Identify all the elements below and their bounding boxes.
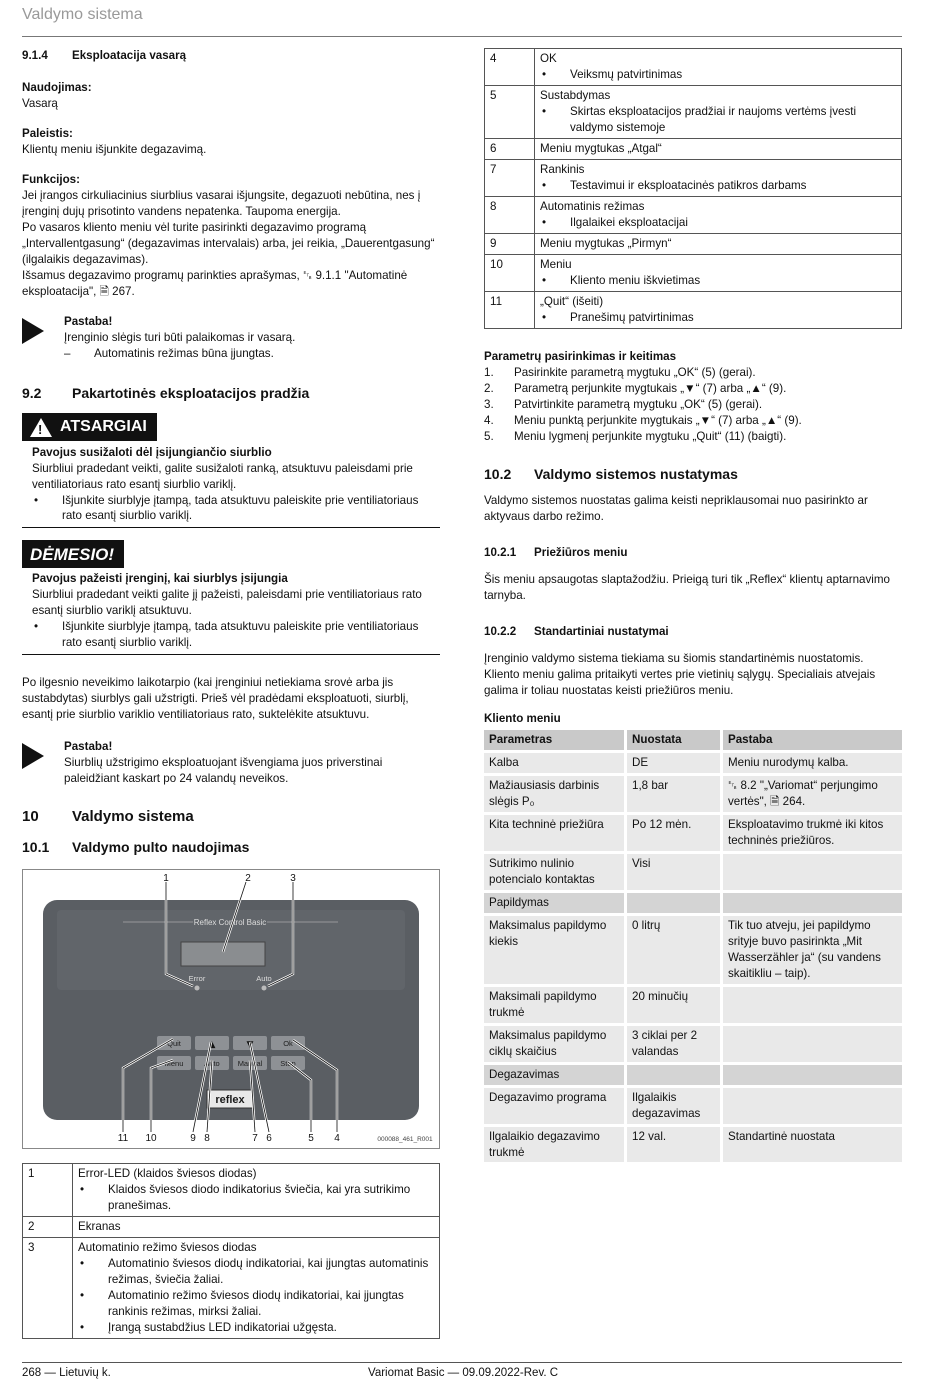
step-text: Parametrą perjunkite mygtukais „▼“ (7) arba „▲“ (9).	[514, 381, 787, 395]
page-footer	[22, 1362, 902, 1379]
bullet-marker: •	[34, 620, 39, 634]
caution-badge	[22, 413, 157, 441]
error-label: Error	[188, 974, 206, 984]
callout-number: 2	[245, 873, 251, 885]
table-row	[484, 815, 902, 851]
legend-title: Rankinis	[540, 162, 585, 176]
menu-label: Menu	[164, 1059, 184, 1069]
bullet-marker: •	[34, 493, 39, 507]
legend-title: OK	[540, 52, 557, 65]
legend-number: 11	[485, 291, 535, 328]
header-title: Valdymo sistema	[22, 6, 143, 23]
list-item	[32, 619, 440, 651]
legend-title: Meniu mygtukas „Atgal“	[540, 141, 662, 155]
table-row	[484, 1088, 902, 1124]
bullet-marker: •	[542, 310, 547, 324]
table-cell: 3 ciklai per 2 valandas	[627, 1026, 720, 1062]
column-header: Parametras	[484, 730, 624, 750]
start-text: Klientų meniu išjunkite degazavimą.	[22, 142, 207, 156]
warning-icon: !	[30, 418, 52, 437]
legend-row	[23, 1164, 440, 1217]
table-cell: Papildymas	[484, 893, 624, 913]
step-text: Meniu lygmenį perjunkite mygtuku „Quit“ (11) (baigti).	[514, 429, 787, 443]
bullet-marker: •	[542, 178, 547, 192]
table-cell: Degazavimas	[484, 1065, 624, 1085]
table-cell: Visi	[627, 854, 720, 890]
stop-label: Stop	[280, 1059, 296, 1069]
section-10-1-heading	[22, 838, 440, 857]
panel-label: Reflex Control Basic	[193, 918, 267, 928]
step-number: 2.	[484, 381, 494, 395]
legend-row	[485, 291, 902, 328]
list-item	[64, 346, 440, 362]
section-text: Šis meniu apsaugotas slaptažodžiu. Prieigą turi tik „Reflex“ klientų aptarnavimo tarnyba.	[484, 572, 890, 602]
table-cell: Maksimalus papildymo kiekis	[484, 916, 624, 984]
legend-description	[535, 138, 902, 159]
legend-description	[73, 1164, 440, 1217]
legend-number: 10	[485, 254, 535, 291]
attention-badge	[22, 540, 124, 568]
legend-description	[73, 1238, 440, 1339]
table-group-row	[484, 893, 902, 913]
note-box	[22, 739, 440, 787]
attention-badge-label: DĖMESIO!	[30, 544, 115, 564]
note-title: Pastaba!	[64, 314, 113, 328]
table-cell: DE	[627, 753, 720, 773]
section-10-2-heading	[484, 465, 902, 484]
bullet-marker: •	[542, 273, 547, 287]
table-cell: Maksimali papildymo trukmė	[484, 987, 624, 1023]
table-cell: Kita techninė priežiūra	[484, 815, 624, 851]
section-9-2-heading	[22, 384, 440, 403]
list-item	[540, 310, 896, 326]
list-item	[484, 381, 902, 397]
table-cell: Mažiausiasis darbinis slėgis P₀	[484, 776, 624, 812]
control-panel-figure	[22, 869, 440, 1149]
legend-item: Automatinio šviesos diodų indikatoriai, kai įjungtas automatinis režimas, šviečia žaliai.	[108, 1257, 429, 1287]
section-number: 10.2.2	[484, 624, 517, 638]
legend-number: 8	[485, 196, 535, 233]
section-number: 10.2	[484, 465, 512, 482]
attention-title: Pavojus pažeisti įrenginį, kai siurblys įsijungia	[32, 572, 288, 586]
caution-item: Išjunkite siurblyje įtampą, tada atsuktuvu paleiskite prie ventiliatoriaus rato esantį siurblio variklį.	[62, 493, 419, 523]
legend-row	[23, 1238, 440, 1339]
table-cell: Ilgalaikio degazavimo trukmė	[484, 1127, 624, 1163]
functions-paragraph: Jei įrangos cirkuliacinius siurblius vasarai išjungsite, degazuoti nebūtina, nes į įrenginį dujų prisotinto vandens nepatenka. Taupoma energija.	[22, 188, 421, 218]
legend-item: Įrangą sustabdžius LED indikatoriai užgęsta.	[108, 1321, 337, 1335]
functions-paragraph: Po vasaros kliento meniu vėl turite pasirinkti degazavimo programą „Intervallentgasung“ (degazavimas intervalais) arba, jei reikia, „Dauerentgasung“ (ilgalaikis degazavimas).	[22, 220, 435, 266]
step-number: 1.	[484, 365, 494, 379]
list-item	[78, 1256, 434, 1288]
table-cell: 1,8 bar	[627, 776, 720, 812]
table-cell: Degazavimo programa	[484, 1088, 624, 1124]
legend-row	[485, 196, 902, 233]
table-cell	[627, 893, 720, 913]
legend-number: 9	[485, 233, 535, 254]
callout-number: 11	[117, 1133, 129, 1145]
list-item	[484, 429, 902, 445]
right-column	[484, 48, 902, 1165]
legend-number: 3	[23, 1238, 73, 1339]
dash-marker: –	[64, 346, 71, 360]
page-number: 268 — Lietuvių k.	[22, 1367, 111, 1379]
table-cell: 20 minučių	[627, 987, 720, 1023]
table-cell: Standartinė nuostata	[723, 1127, 902, 1163]
legend-description	[535, 291, 902, 328]
caution-text: Siurbliui pradedant veikti, galite susižaloti ranką, atsuktuvu paleisdami prie ventiliatoriaus rato esantį siurblio variklį.	[32, 461, 413, 491]
list-item	[484, 365, 902, 381]
legend-row	[485, 159, 902, 196]
table-cell	[723, 1065, 902, 1085]
bullet-marker: •	[80, 1183, 85, 1197]
step-number: 4.	[484, 413, 494, 427]
legend-title: Meniu	[540, 257, 572, 271]
down-arrow-icon: ▼	[246, 1040, 254, 1051]
restart-paragraph: Po ilgesnio neveikimo laikotarpio (kai įrenginiui netiekiama srovė arba jis sustabdytas) siurblys gali užstrigti. Prieš vėl pradėdami eksploatuoti, siurblį, esantį prie siurblio variklio ventiliatoriaus rato, suktelėkite atsuktuvu.	[22, 676, 409, 722]
table-cell: Sutrikimo nulinio potencialo kontaktas	[484, 854, 624, 890]
step-number: 3.	[484, 397, 494, 411]
legend-table-right	[484, 48, 902, 329]
callout-number: 3	[290, 873, 296, 885]
legend-row	[485, 233, 902, 254]
manual-label: Manual	[237, 1059, 263, 1069]
legend-number: 2	[23, 1217, 73, 1238]
callout-number: 5	[308, 1133, 314, 1145]
note-title: Pastaba!	[64, 740, 113, 754]
legend-number: 4	[485, 49, 535, 86]
section-10-2-2-heading	[484, 624, 902, 640]
callout-number: 4	[334, 1133, 340, 1145]
display-screen	[181, 942, 265, 966]
table-cell: 0 litrų	[627, 916, 720, 984]
functions-label: Funkcijos:	[22, 172, 80, 186]
table-cell: Ilgalaikis degazavimas	[627, 1088, 720, 1124]
list-item	[540, 67, 896, 83]
legend-number: 1	[23, 1164, 73, 1217]
step-text: Patvirtinkite parametrą mygtuku „OK“ (5) (gerai).	[514, 397, 763, 411]
section-title: Eksploatacija vasarą	[72, 49, 187, 62]
table-header-row	[484, 730, 902, 750]
section-number: 9.1.4	[22, 49, 48, 62]
section-10-heading	[22, 807, 440, 828]
section-title: Priežiūros meniu	[534, 545, 628, 559]
section-title: Valdymo sistema	[72, 808, 194, 826]
legend-description	[535, 233, 902, 254]
callout-number: 10	[145, 1133, 157, 1145]
table-cell: 12 val.	[627, 1127, 720, 1163]
legend-number: 7	[485, 159, 535, 196]
step-text: Pasirinkite parametrą mygtuku „OK“ (5) (gerai).	[514, 365, 756, 379]
attention-box	[22, 540, 440, 655]
table-group-row	[484, 1065, 902, 1085]
auto-led	[262, 986, 267, 991]
legend-title: „Quit“ (išeiti)	[540, 294, 604, 308]
section-number: 10.1	[22, 838, 50, 855]
legend-title: Error-LED (klaidos šviesos diodas)	[78, 1167, 257, 1181]
callout-number: 1	[163, 873, 169, 885]
step-text: Meniu punktą perjunkite mygtukais „▼“ (7) arba „▲“ (9).	[514, 413, 802, 427]
list-item	[32, 493, 440, 525]
note-text: Siurblių užstrigimo eksploatuojant išvengiama juos priverstinai paleidžiant kaskart po 24 valandų neveikos.	[64, 756, 383, 786]
legend-row	[485, 138, 902, 159]
table-row	[484, 854, 902, 890]
ok-label: Ok	[283, 1039, 293, 1049]
section-text: Įrenginio valdymo sistema tiekiama su šiomis standartinėmis nuostatomis. Kliento meniu galima pritaikyti vertes prie vietinių sąlygų. Specialiais atvejais galima ir toliau nuostatas keisti priežiūros meniu.	[484, 651, 876, 697]
legend-description	[73, 1217, 440, 1238]
legend-item: Veiksmų patvirtinimas	[570, 67, 683, 81]
attention-item: Išjunkite siurblyje įtampą, tada atsuktuvu paleiskite prie ventiliatoriaus rato esantį siurblio variklį.	[62, 620, 419, 650]
use-text: Vasarą	[22, 96, 58, 110]
auto-led-label: Auto	[256, 974, 272, 984]
section-title: Valdymo sistemos nustatymas	[534, 465, 738, 482]
section-number: 9.2	[22, 384, 42, 401]
list-item	[540, 104, 896, 136]
bullet-marker: •	[80, 1321, 85, 1335]
section-10-2-1-heading	[484, 545, 902, 561]
list-item	[78, 1320, 434, 1336]
functions-paragraph: Išsamus degazavimo programų parinkties aprašymas, ␗ 9.1.1 "Automatinė eksploatacija", 🗎 267.	[22, 268, 408, 298]
legend-row	[23, 1217, 440, 1238]
callout-number: 7	[252, 1133, 258, 1145]
column-header: Pastaba	[723, 730, 902, 750]
attention-text: Siurbliui pradedant veikti galite jį pažeisti, paleisdami prie ventiliatoriaus rato esantį siurblio variklį atsuktuvu.	[32, 588, 422, 618]
use-label: Naudojimas:	[22, 80, 92, 94]
table-row	[484, 753, 902, 773]
list-item	[540, 215, 896, 231]
list-item	[78, 1182, 434, 1214]
legend-title: Sustabdymas	[540, 88, 611, 102]
legend-row	[485, 85, 902, 138]
bullet-marker: •	[542, 104, 547, 118]
caution-title: Pavojus susižaloti dėl įsijungiančio siurblio	[32, 445, 272, 459]
step-number: 5.	[484, 429, 494, 443]
legend-title: Meniu mygtukas „Pirmyn“	[540, 236, 672, 250]
callout-number: 9	[190, 1133, 196, 1145]
note-item: Automatinis režimas būna įjungtas.	[94, 346, 274, 360]
left-column	[22, 48, 440, 1339]
legend-number: 6	[485, 138, 535, 159]
caution-badge-label: ATSARGIAI	[60, 418, 147, 436]
section-number: 10	[22, 808, 39, 826]
table-cell: Kalba	[484, 753, 624, 773]
table-cell: ␗ 8.2 "„Variomat“ perjungimo vertės", 🗎 264.	[723, 776, 902, 812]
table-row	[484, 1026, 902, 1062]
client-menu-title: Kliento meniu	[484, 711, 561, 725]
legend-title: Automatinis režimas	[540, 199, 645, 213]
auto-label: Auto	[204, 1059, 220, 1069]
table-cell	[627, 1065, 720, 1085]
list-item	[540, 178, 896, 194]
legend-item: Ilgalaikei eksploatacijai	[570, 215, 688, 229]
table-cell: Tik tuo atveju, jei papildymo srityje buvo pasirinkta „Mit Wasserzähler ja“ (su vandens skaitikliu – taip).	[723, 916, 902, 984]
table-row	[484, 776, 902, 812]
table-row	[484, 987, 902, 1023]
bullet-marker: •	[80, 1289, 85, 1303]
legend-item: Pranešimų patvirtinimas	[570, 310, 694, 324]
quit-label: Quit	[167, 1039, 181, 1049]
error-led	[195, 986, 200, 991]
section-title: Standartiniai nustatymai	[534, 624, 669, 638]
table-cell: Meniu nurodymų kalba.	[723, 753, 902, 773]
legend-description	[535, 159, 902, 196]
table-cell	[723, 987, 902, 1023]
up-arrow-icon: ▲	[208, 1040, 216, 1051]
column-header: Nuostata	[627, 730, 720, 750]
page-header	[22, 4, 902, 37]
table-cell	[723, 854, 902, 890]
callout-number: 6	[266, 1133, 272, 1145]
legend-row	[485, 254, 902, 291]
section-title: Valdymo pulto naudojimas	[72, 838, 250, 855]
section-9-1-4-heading	[22, 48, 440, 64]
note-box	[22, 314, 440, 362]
bullet-marker: •	[80, 1257, 85, 1271]
list-item	[540, 273, 896, 289]
table-row	[484, 1127, 902, 1163]
legend-description	[535, 254, 902, 291]
bullet-marker: •	[542, 215, 547, 229]
legend-item: Testavimui ir eksploatacinės patikros darbams	[570, 178, 807, 192]
table-cell	[723, 893, 902, 913]
legend-description	[535, 85, 902, 138]
table-cell: Eksploatavimo trukmė iki kitos techninės priežiūros.	[723, 815, 902, 851]
logo-text: reflex	[215, 1094, 245, 1107]
section-title: Pakartotinės eksploatacijos pradžia	[72, 384, 310, 401]
section-number: 10.2.1	[484, 545, 517, 559]
client-menu-table	[481, 727, 905, 1166]
table-cell: Po 12 mėn.	[627, 815, 720, 851]
params-steps	[484, 365, 902, 445]
list-item	[484, 413, 902, 429]
section-text: Valdymo sistemos nuostatas galima keisti nepriklausomai nuo pasirinkto ar aktyvaus darbo režimo.	[484, 493, 868, 523]
legend-table-left	[22, 1163, 440, 1339]
legend-item: Klaidos šviesos diodo indikatorius šviečia, kai yra sutrikimo pranešimas.	[108, 1183, 411, 1213]
legend-item: Skirtas eksploatacijos pradžiai ir naujoms vertėms įvesti valdymo sistemoje	[570, 104, 857, 134]
document-id: Variomat Basic — 09.09.2022-Rev. C	[368, 1367, 559, 1379]
note-text: Įrenginio slėgis turi būti palaikomas ir vasarą.	[64, 330, 296, 344]
legend-title: Ekranas	[78, 1220, 121, 1234]
note-arrow-icon	[22, 314, 64, 362]
list-item	[78, 1288, 434, 1320]
note-arrow-icon	[22, 739, 64, 787]
legend-title: Automatinio režimo šviesos diodas	[78, 1241, 257, 1255]
callout-number: 8	[204, 1133, 210, 1145]
legend-description	[535, 49, 902, 86]
caution-box	[22, 413, 440, 528]
figure-code: 000088_461_R001	[377, 1136, 433, 1144]
legend-row	[485, 49, 902, 86]
legend-description	[535, 196, 902, 233]
table-cell	[723, 1026, 902, 1062]
table-cell	[723, 1088, 902, 1124]
legend-item: Kliento meniu iškvietimas	[570, 273, 701, 287]
start-label: Paleistis:	[22, 126, 73, 140]
legend-item: Automatinio režimo šviesos diodų indikatoriai, kai įjungtas rankinis režimas, mirksi žaliai.	[108, 1289, 404, 1319]
legend-number: 5	[485, 85, 535, 138]
table-cell: Maksimalus papildymo ciklų skaičius	[484, 1026, 624, 1062]
table-row	[484, 916, 902, 984]
bullet-marker: •	[542, 67, 547, 81]
params-title: Parametrų pasirinkimas ir keitimas	[484, 349, 677, 363]
list-item	[484, 397, 902, 413]
